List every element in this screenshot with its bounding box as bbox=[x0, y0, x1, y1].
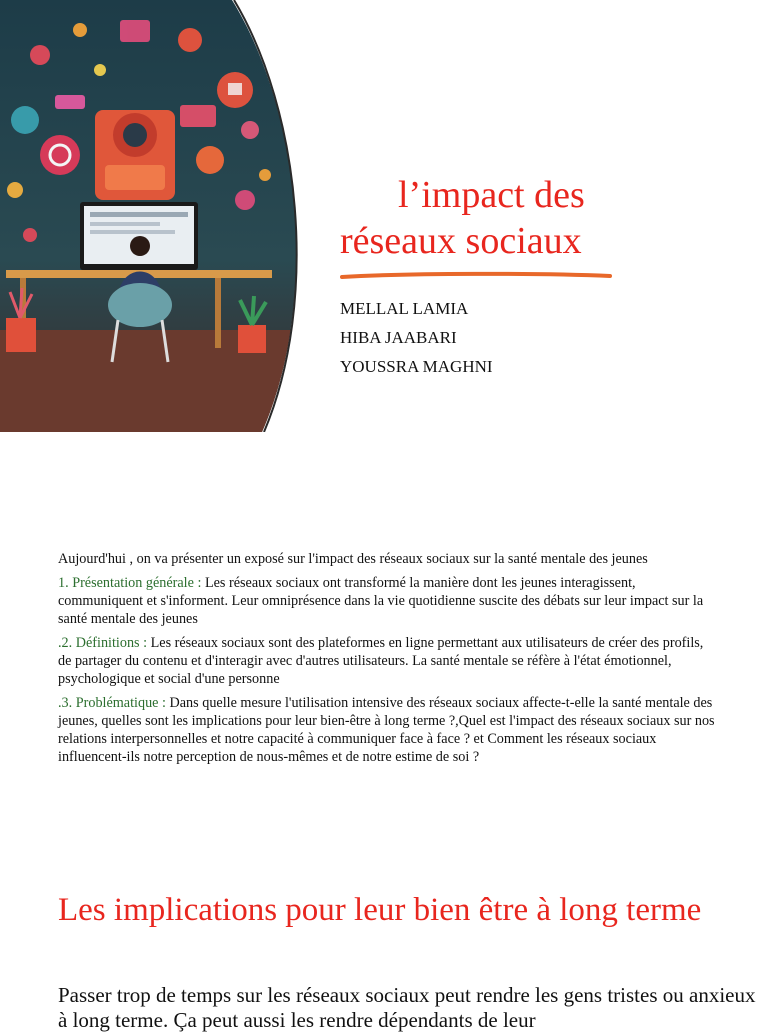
presentation-title bbox=[340, 172, 760, 264]
section-label: 1. Présentation générale : bbox=[58, 575, 205, 591]
title-line-1: l’impact des bbox=[398, 174, 585, 216]
section-label: .3. Problématique : bbox=[58, 695, 170, 711]
author-name: YOUSSRA MAGHNI bbox=[340, 357, 493, 376]
section-presentation bbox=[58, 574, 718, 628]
title-underline bbox=[340, 271, 612, 281]
cover-illustration bbox=[0, 0, 300, 432]
section-text: Dans quelle mesure l'utilisation intensive des réseaux sociaux affecte-t-elle la santé mentale des jeunes, quelles sont les implications pour leur bien-être à long terme ?,Quel est l'impact des réseaux sociaux sur nos relations interpersonnelles et notre capacité à communiquer face à face ? et Comment les réseaux sociaux influencent-ils notre perception de nous-mêmes et de notre estime de soi ? bbox=[58, 695, 715, 765]
author-list bbox=[340, 294, 493, 381]
implications-paragraph: Passer trop de temps sur les réseaux sociaux peut rendre les gens tristes ou anxieux à long terme. Ça peut aussi les rendre dépendants de leur bbox=[58, 983, 756, 1032]
section-heading: Les implications pour leur bien être à long terme bbox=[58, 892, 702, 928]
intro-paragraph: Aujourd'hui , on va présenter un exposé sur l'impact des réseaux sociaux sur la santé mentale des jeunes bbox=[58, 551, 648, 567]
document-body bbox=[58, 550, 718, 772]
section-definitions bbox=[58, 634, 718, 688]
section-label: .2. Définitions : bbox=[58, 635, 151, 651]
section-problematique bbox=[58, 694, 718, 766]
author-name: MELLAL LAMIA bbox=[340, 299, 469, 318]
author-name: HIBA JAABARI bbox=[340, 328, 457, 347]
section-text: Les réseaux sociaux sont des plateformes en ligne permettant aux utilisateurs de créer des profils, de partager du contenu et d'interagir avec d'autres utilisateurs. La santé mentale se réfère à l'état émotionnel, psychologique et social d'une personne bbox=[58, 635, 704, 687]
section-text: Les réseaux sociaux ont transformé la manière dont les jeunes interagissent, communiquent et s'informent. Leur omniprésence dans la vie quotidienne suscite des débats sur leur impact sur la santé mentale des jeunes bbox=[58, 575, 704, 627]
title-line-2: réseaux sociaux bbox=[340, 220, 582, 262]
